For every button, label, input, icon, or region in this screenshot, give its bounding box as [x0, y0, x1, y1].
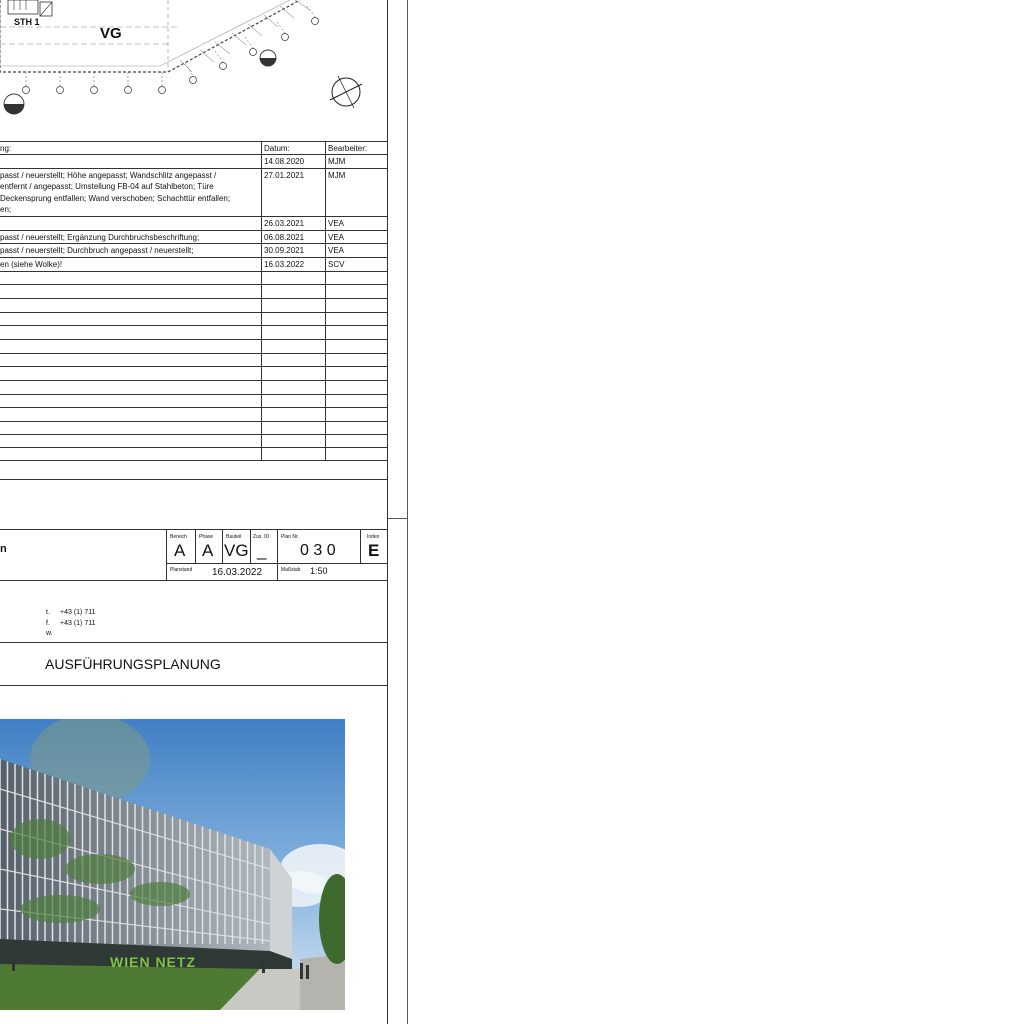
revision-editor: VEA — [328, 246, 345, 255]
project-title-fragment: n — [0, 543, 7, 555]
label-massstab: Maßstab — [281, 567, 301, 573]
revision-desc-line: passt / neuerstellt; Höhe angepasst; Wandschlitz angepasst / — [0, 171, 217, 180]
revision-date: 14.08.2020 — [264, 157, 305, 166]
revision-editor: VEA — [328, 233, 345, 242]
revision-desc-line: passt / neuerstellt; Durchbruch angepasst / neuerstellt; — [0, 246, 194, 255]
title-block — [0, 529, 388, 581]
revision-editor: MJM — [328, 157, 346, 166]
revision-editor: VEA — [328, 219, 345, 228]
value-phase: A — [202, 541, 214, 560]
value-plan-nr: 0 3 0 — [300, 542, 336, 559]
value-bereich: A — [174, 541, 186, 560]
label-zus-id: Zus. ID — [253, 534, 270, 540]
margin-line — [407, 0, 408, 1024]
revision-desc-line: en (siehe Wolke)! — [0, 260, 63, 269]
value-index: E — [368, 541, 380, 560]
planning-phase-title: AUSFÜHRUNGSPLANUNG — [45, 656, 221, 672]
divider — [0, 479, 388, 480]
label-index: Index — [367, 534, 380, 540]
value-zus-id: _ — [257, 541, 267, 560]
revision-date: 16.03.2022 — [264, 260, 305, 269]
stair-label: STH 1 — [14, 17, 40, 27]
revision-header-description: ng: — [0, 144, 12, 153]
value-bauteil: VG — [224, 541, 249, 560]
revision-header-date: Datum: — [264, 144, 290, 153]
value-massstab: 1:50 — [310, 566, 328, 576]
contact-prefix: w. — [46, 630, 53, 637]
rendering-sign: WIEN NETZ — [110, 954, 196, 970]
label-bereich: Bereich — [170, 534, 187, 540]
contact-prefix: f. — [46, 620, 50, 627]
contact-phone: +43 (1) 711 — [60, 609, 96, 616]
contact-prefix: t. — [46, 609, 50, 616]
revision-table — [0, 141, 388, 461]
contact-fax: +43 (1) 711 — [60, 620, 96, 627]
revision-date: 06.08.2021 — [264, 233, 305, 242]
revision-desc-line: entfernt / angepasst; Umstellung FB-04 auf Stahlbeton; Türe — [0, 182, 214, 191]
north-arrow-icon — [330, 76, 362, 108]
label-planstand: Planstand — [170, 567, 193, 573]
building-rendering — [0, 719, 345, 1010]
value-planstand: 16.03.2022 — [212, 567, 263, 578]
revision-date: 27.01.2021 — [264, 171, 305, 180]
revision-header-editor: Bearbeiter: — [328, 144, 368, 153]
divider — [0, 685, 388, 686]
revision-date: 26.03.2021 — [264, 219, 305, 228]
floor-plan-drawing — [0, 0, 388, 140]
contact-block — [0, 582, 388, 642]
label-phase: Phase — [199, 534, 214, 540]
revision-desc-line: Deckensprung entfallen; Wand verschoben; Schachttür entfallen; — [0, 194, 231, 203]
revision-editor: MJM — [328, 171, 346, 180]
margin-tick — [388, 518, 408, 519]
label-bauteil: Bauteil — [226, 534, 242, 540]
floor-plan-svg — [0, 0, 388, 140]
divider — [0, 642, 388, 643]
label-plan-nr: Plan Nr. — [281, 534, 299, 540]
revision-desc-line: en; — [0, 205, 12, 214]
revision-editor: SCV — [328, 260, 345, 269]
revision-desc-line: passt / neuerstellt; Ergänzung Durchbruchsbeschriftung; — [0, 233, 200, 242]
floor-label: VG — [100, 25, 122, 42]
revision-date: 30.09.2021 — [264, 246, 305, 255]
